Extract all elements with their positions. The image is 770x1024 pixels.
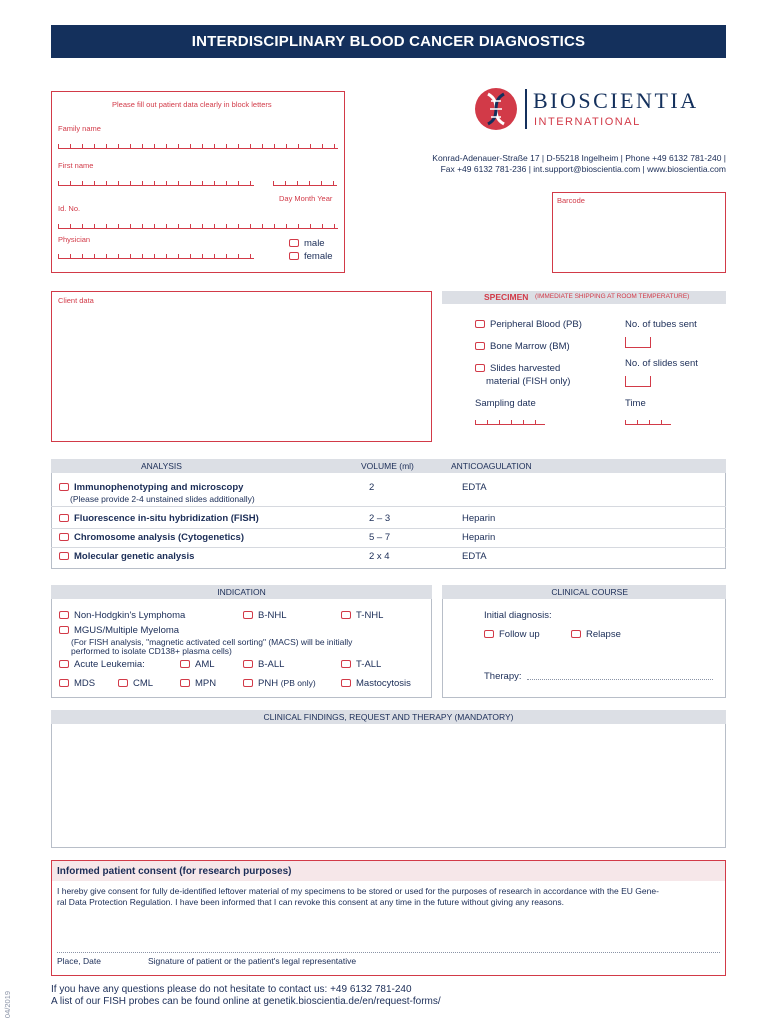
signature-line[interactable] (57, 952, 720, 953)
therapy-label: Therapy: (484, 671, 522, 682)
family-name-label: Family name (58, 124, 101, 133)
mds-checkbox[interactable] (59, 678, 95, 689)
physician-label: Physician (58, 235, 91, 244)
tall-label: T-ALL (356, 659, 382, 670)
findings-title: CLINICAL FINDINGS, REQUEST AND THERAPY (MANDATORY) (263, 712, 514, 722)
acute-label: Acute Leukemia: (74, 659, 145, 670)
analysis-header (51, 459, 726, 473)
consent-text-2: ral Data Protection Regulation. I have been informed that I can revoke this consent at any time in the future without giving any reasons. (57, 897, 564, 907)
time-label: Time (625, 398, 646, 409)
physician-field[interactable] (58, 248, 254, 259)
relapse-checkbox[interactable] (571, 629, 621, 640)
logo-sub: INTERNATIONAL (534, 116, 641, 128)
follow-up-label: Follow up (499, 629, 540, 640)
id-no-field[interactable] (58, 218, 338, 229)
page-title: INTERDISCIPLINARY BLOOD CANCER DIAGNOSTICS (51, 25, 726, 58)
checkbox-icon (484, 630, 494, 638)
volume-value: 5 – 7 (369, 532, 391, 543)
mds-label: MDS (74, 678, 96, 689)
aml-checkbox[interactable] (180, 659, 215, 670)
time-field[interactable] (625, 414, 671, 425)
checkbox-icon (341, 679, 351, 687)
ball-label: B-ALL (258, 659, 285, 670)
consent-text-1: I hereby give consent for fully de-identified leftover material of my specimens to be stored or used for the purposes of research in accordance with the EU Gene- (57, 886, 659, 896)
relapse-label: Relapse (586, 629, 621, 640)
volume-col-header: VOLUME (ml) (361, 461, 414, 471)
cml-label: CML (133, 678, 154, 689)
pb-checkbox[interactable] (475, 319, 582, 330)
mgus-label: MGUS/Multiple Myeloma (74, 625, 180, 636)
sampling-date-label: Sampling date (475, 398, 536, 409)
analysis-name: Chromosome analysis (Cytogenetics) (74, 532, 244, 543)
anticoag-value: Heparin (462, 513, 496, 524)
signature-label: Signature of patient or the patient's legal representative (148, 956, 357, 966)
analysis-note: (Please provide 2-4 unstained slides additionally) (70, 494, 255, 504)
checkbox-icon (243, 660, 253, 668)
checkbox-icon (59, 660, 69, 668)
anticoag-value: EDTA (462, 482, 487, 493)
clinical-course-title: CLINICAL COURSE (551, 587, 628, 597)
specimen-title: SPECIMEN (484, 292, 529, 302)
tnhl-label: T-NHL (356, 610, 384, 621)
version-label: 04/2019 (3, 990, 13, 1019)
logo-name: BIOSCIENTIA (533, 88, 699, 113)
family-name-field[interactable] (58, 138, 338, 149)
contact-line-1: Konrad-Adenauer-Straße 17 | D-55218 Ingelheim | Phone +49 6132 781-240 | (432, 153, 726, 163)
analysis-row-cyto[interactable] (59, 532, 244, 543)
female-label: female (304, 251, 333, 262)
analysis-name: Fluorescence in-situ hybridization (FISH) (74, 513, 259, 524)
analysis-name: Immunophenotyping and microscopy (74, 482, 244, 493)
ball-checkbox[interactable] (243, 659, 284, 670)
bnhl-checkbox[interactable] (243, 610, 287, 621)
slides-sent-label: No. of slides sent (625, 358, 698, 369)
footer-line-2: A list of our FISH probes can be found online at genetik.bioscientia.de/en/request-forms/ (51, 996, 441, 1007)
pnh-note: (PB only) (280, 678, 316, 688)
pnh-label: PNH (258, 678, 279, 689)
checkbox-icon (118, 679, 128, 687)
acute-checkbox[interactable] (59, 659, 145, 670)
male-label: male (304, 238, 325, 249)
analysis-row-immuno[interactable] (59, 482, 243, 493)
pb-label: Peripheral Blood (PB) (490, 319, 582, 330)
analysis-row-molecular[interactable] (59, 551, 194, 562)
clinical-course-header (442, 585, 726, 599)
first-name-label: First name (58, 161, 94, 170)
bm-label: Bone Marrow (BM) (490, 341, 570, 352)
sampling-date-field[interactable] (475, 414, 545, 425)
checkbox-icon (59, 533, 69, 541)
checkbox-icon (180, 660, 190, 668)
checkbox-icon (59, 679, 69, 687)
fish-note-2: performed to isolate CD138+ plasma cells) (71, 646, 232, 656)
slides-sent-field[interactable] (625, 376, 651, 387)
volume-value: 2 (369, 482, 375, 493)
indication-title: INDICATION (217, 587, 266, 597)
checkbox-icon (180, 679, 190, 687)
checkbox-icon (475, 342, 485, 350)
follow-up-checkbox[interactable] (484, 629, 540, 640)
checkbox-icon (59, 552, 69, 560)
checkbox-icon (475, 320, 485, 328)
bnhl-label: B-NHL (258, 610, 287, 621)
specimen-header (442, 291, 726, 304)
pnh-checkbox[interactable] (243, 678, 316, 689)
anticoag-col-header: ANTICOAGULATION (451, 461, 532, 471)
tall-checkbox[interactable] (341, 659, 381, 670)
place-date-label: Place, Date (57, 956, 101, 966)
fish-note-1: (For FISH analysis, "magnetic activated cell sorting" (MACS) will be initially (71, 637, 353, 647)
female-checkbox[interactable] (289, 251, 333, 262)
mgus-checkbox[interactable] (59, 625, 179, 636)
findings-box[interactable] (51, 724, 726, 848)
specimen-note: (IMMEDIATE SHIPPING AT ROOM TEMPERATURE) (535, 293, 690, 300)
patient-instruction: Please fill out patient data clearly in block letters (112, 100, 272, 109)
footer-line-1: If you have any questions please do not hesitate to contact us: +49 6132 781-240 (51, 984, 412, 995)
analysis-col-header: ANALYSIS (141, 461, 182, 471)
anticoag-value: EDTA (462, 551, 487, 562)
first-name-field[interactable] (58, 175, 254, 186)
indication-header (51, 585, 432, 599)
slides-label-1: Slides harvested (490, 363, 561, 374)
nhl-label: Non-Hodgkin's Lymphoma (74, 610, 186, 621)
masto-label: Mastocytosis (356, 678, 411, 689)
male-checkbox[interactable] (289, 238, 325, 249)
barcode-label: Barcode (557, 196, 585, 205)
tubes-field[interactable] (625, 337, 651, 348)
checkbox-icon (289, 239, 299, 247)
checkbox-icon (475, 364, 485, 372)
volume-value: 2 – 3 (369, 513, 391, 524)
client-data-label: Client data (58, 296, 94, 305)
nhl-checkbox[interactable] (59, 610, 185, 621)
cml-checkbox[interactable] (118, 678, 153, 689)
anticoag-value: Heparin (462, 532, 496, 543)
masto-checkbox[interactable] (341, 678, 411, 689)
checkbox-icon (341, 611, 351, 619)
slides-label-2: material (FISH only) (486, 376, 571, 387)
consent-title: Informed patient consent (for research purposes) (57, 866, 292, 877)
checkbox-icon (243, 611, 253, 619)
checkbox-icon (59, 483, 69, 491)
initial-diagnosis-label: Initial diagnosis: (484, 610, 552, 621)
volume-value: 2 x 4 (369, 551, 390, 562)
bioscientia-logo-icon (473, 86, 519, 132)
bm-checkbox[interactable] (475, 341, 570, 352)
contact-line-2: Fax +49 6132 781-236 | int.support@bioscientia.com | www.bioscientia.com (440, 164, 726, 174)
mpn-label: MPN (195, 678, 217, 689)
aml-label: AML (195, 659, 215, 670)
client-data-box[interactable] (51, 291, 432, 442)
tnhl-checkbox[interactable] (341, 610, 383, 621)
dob-label: Day Month Year (279, 194, 333, 203)
id-no-label: Id. No. (58, 204, 81, 213)
logo (473, 86, 725, 134)
mpn-checkbox[interactable] (180, 678, 216, 689)
therapy-field[interactable] (527, 679, 713, 680)
checkbox-icon (571, 630, 581, 638)
checkbox-icon (289, 252, 299, 260)
dob-field[interactable] (273, 175, 337, 186)
analysis-name: Molecular genetic analysis (74, 551, 195, 562)
checkbox-icon (341, 660, 351, 668)
checkbox-icon (243, 679, 253, 687)
findings-header (51, 710, 726, 724)
checkbox-icon (59, 626, 69, 634)
checkbox-icon (59, 514, 69, 522)
checkbox-icon (59, 611, 69, 619)
tubes-label: No. of tubes sent (625, 319, 697, 330)
analysis-row-fish[interactable] (59, 513, 259, 524)
slides-checkbox[interactable] (475, 363, 560, 374)
